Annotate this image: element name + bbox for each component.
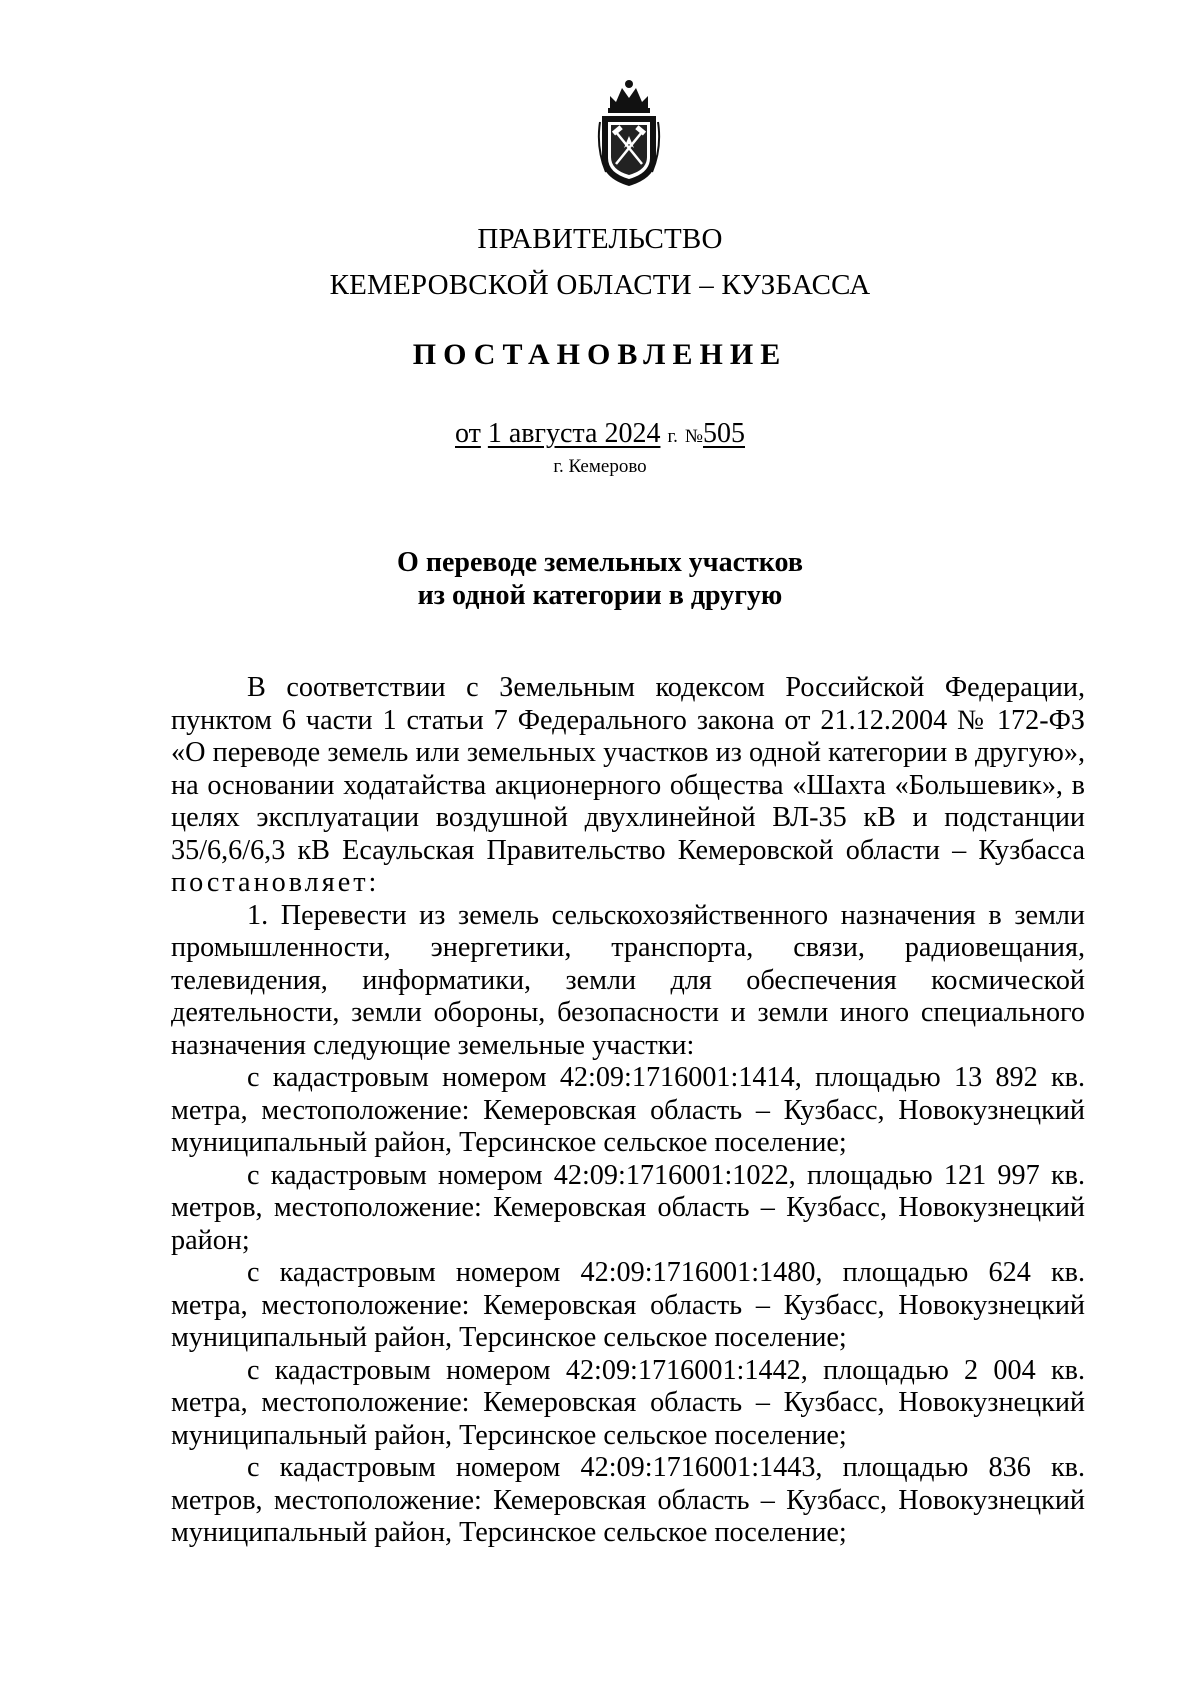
- parcel-item: с кадастровым номером 42:09:1716001:1443, площадью 836 кв. метров, местоположение: Кемеровская область – Кузбасс, Новокузнецкий муниципальный район, Терсинское сельское поселение;: [171, 1452, 1085, 1548]
- coat-of-arms-icon: [596, 78, 662, 190]
- org-name-line2: КЕМЕРОВСКОЙ ОБЛАСТИ – КУЗБАССА: [329, 269, 871, 301]
- year-suffix: г.: [667, 426, 678, 447]
- preamble-text: В соответствии с Земельным кодексом Российской Федерации, пунктом 6 части 1 статьи 7 Федерального закона от 21.12.2004 № 172-ФЗ «О переводе земель или земельных участков из одной категории в другую», на основании ходатайства акционерного общества «Шахта «Большевик», в целях эксплуатации воздушной двухлинейной ВЛ-35 кВ и подстанции 35/6,6/6,3 кВ Есаульская Правительство Кемеровской области – Кузбасса: [171, 672, 1085, 866]
- document-body: [171, 672, 1085, 1550]
- number-sign: №: [684, 426, 703, 447]
- decree-word: постановляет:: [171, 867, 380, 898]
- parcel-item: с кадастровым номером 42:09:1716001:1442, площадью 2 004 кв. метра, местоположение: Кемеровская область – Кузбасс, Новокузнецкий муниципальный район, Терсинское сельское поселение;: [171, 1354, 1085, 1451]
- document-title: [0, 546, 1200, 612]
- document-type: ПОСТАНОВЛЕНИЕ: [412, 338, 788, 371]
- date-value: 1 августа 2024: [487, 418, 661, 449]
- preamble-paragraph: [171, 672, 1085, 900]
- date-prefix: от: [455, 418, 481, 449]
- date-number-line: [0, 418, 1200, 453]
- parcel-item: с кадастровым номером 42:09:1716001:1480, площадью 624 кв. метра, местоположение: Кемеровская область – Кузбасс, Новокузнецкий муниципальный район, Терсинское сельское поселение;: [171, 1257, 1085, 1353]
- title-line2: из одной категории в другую: [417, 580, 783, 611]
- parcel-item: с кадастровым номером 42:09:1716001:1414, площадью 13 892 кв. метра, местоположение: Кемеровская область – Кузбасс, Новокузнецкий муниципальный район, Терсинское сельское поселение;: [171, 1062, 1085, 1158]
- city-name: г. Кемерово: [553, 456, 647, 477]
- title-line1: О переводе земельных участков: [397, 547, 803, 578]
- org-name-line1: ПРАВИТЕЛЬСТВО: [477, 223, 723, 255]
- number-value: 505: [703, 418, 745, 449]
- item-1-paragraph: 1. Перевести из земель сельскохозяйственного назначения в земли промышленности, энергетики, транспорта, связи, радиовещания, телевидения, информатики, земли для обеспечения космической деятельности, земли обороны, безопасности и земли иного специального назначения следующие земельные участки:: [171, 899, 1085, 1061]
- parcel-item: с кадастровым номером 42:09:1716001:1022, площадью 121 997 кв. метров, местоположение: Кемеровская область – Кузбасс, Новокузнецкий район;: [171, 1159, 1085, 1256]
